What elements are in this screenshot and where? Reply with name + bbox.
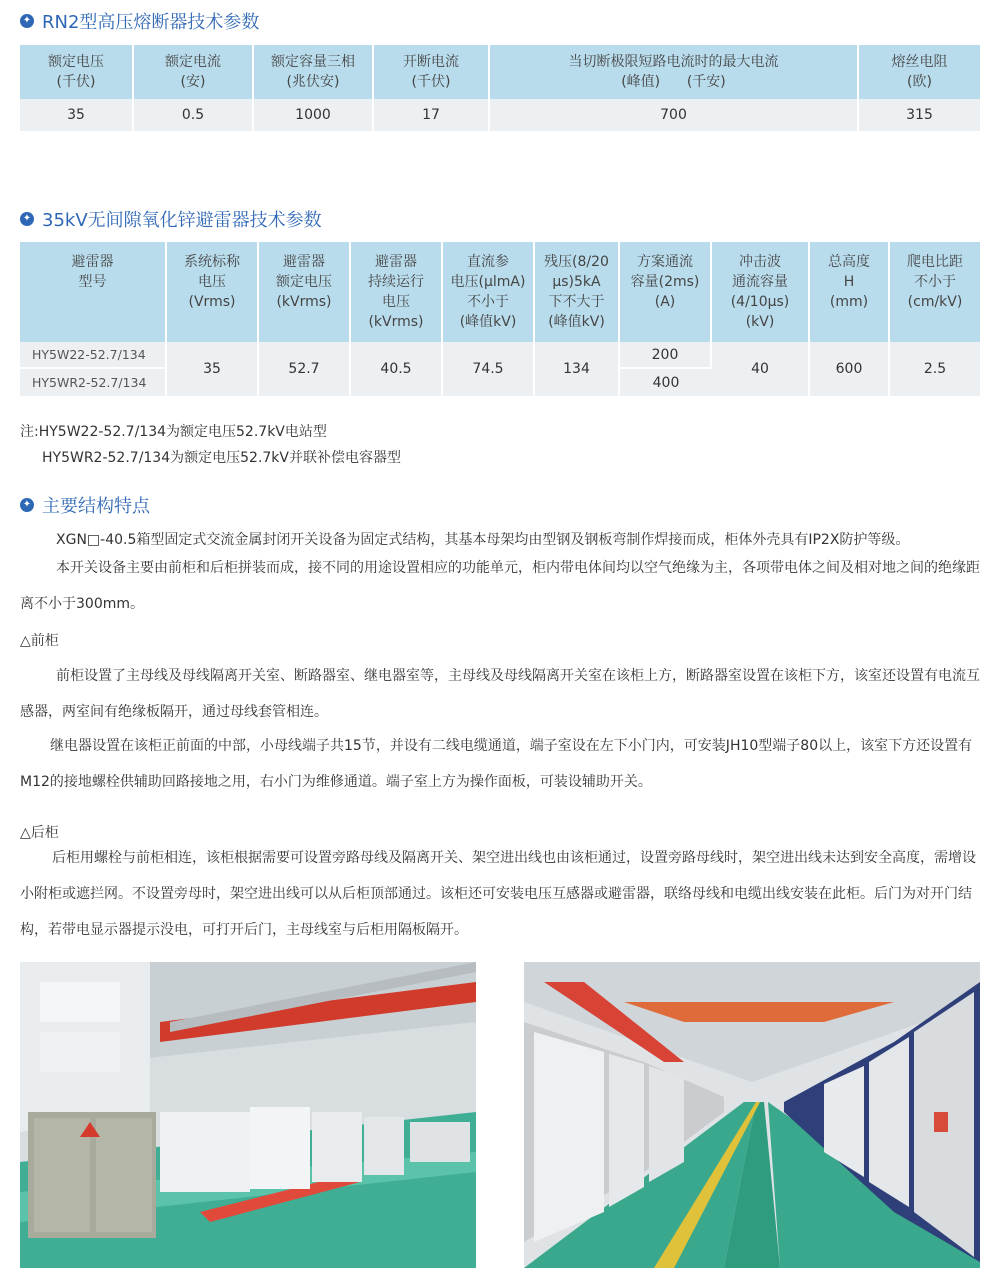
cell-dc-reference: 74.5 [443, 342, 535, 396]
header-fuse-resistance: 熔丝电阻 (欧) [859, 45, 980, 99]
header-rated-voltage: 额定电压 (千伏) [20, 45, 134, 99]
front-cabinet-paragraph-1: 前柜设置了主母线及母线隔离开关室、断路器室、继电器室等，主母线及母线隔离开关室在该柜上方，断路器室设置在该柜下方，该室还设置有电流互感器，两室间有绝缘板隔开，通过母线套管相连。 [20, 668, 980, 720]
note-line-1: 注:HY5W22-52.7/134为额定电压52.7kV电站型 [20, 424, 327, 440]
header-system-voltage: 系统标称 电压 (Vrms) [167, 242, 259, 342]
section3-title: 主要结构特点 [42, 496, 150, 517]
star-badge-icon: ✦ [20, 212, 34, 226]
star-badge-icon: ✦ [20, 498, 34, 512]
cell-creepage: 2.5 [890, 342, 980, 396]
structure-paragraph-1: XGN□-40.5箱型固定式交流金属封闭开关设备为固定式结构，其基本母架均由型钢及钢板弯制作焊接而成，柜体外壳具有IP2X防护等级。 [56, 532, 910, 548]
front-cabinet-paragraph-2: 继电器设置在该柜正前面的中部，小母线端子共15节，并设有二线电缆通道，端子室设在左下小门内，可安装JH10型端子80以上，该室下方还设置有M12的接地螺栓供辅助回路接地之用，右小门为维修通道。端子室上方为操作面板，可装设辅助开关。 [20, 738, 973, 790]
cell-rated-voltage: 52.7 [259, 342, 351, 396]
workshop-photo-left [20, 962, 476, 1268]
structure-paragraph-2: 本开关设备主要由前柜和后柜拼装而成，接不同的用途设置相应的功能单元，柜内带电体间均以空气绝缘为主，各项带电体之间及相对地之间的绝缘距离不小于300mm。 [20, 560, 980, 612]
table-header-row [20, 242, 980, 342]
cell-breaking-current: 17 [374, 99, 490, 131]
header-creepage: 爬电比距 不小于 (cm/kV) [890, 242, 980, 342]
cell-impulse: 40 [712, 342, 810, 396]
cell-model-2: HY5WR2-52.7/134 [20, 369, 167, 396]
header-rated-voltage: 避雷器 额定电压 (kVrms) [259, 242, 351, 342]
section2-title: 35kV无间隙氧化锌避雷器技术参数 [42, 210, 322, 231]
switchgear-aisle-photo-right [524, 962, 980, 1268]
header-height: 总高度 H (mm) [810, 242, 890, 342]
rear-cabinet-paragraph: 后柜用螺栓与前柜相连，该柜根据需要可设置旁路母线及隔离开关、架空进出线也由该柜通过，设置旁路母线时，架空进出线未达到安全高度，需增设小附柜或遮拦网。不设置旁母时，架空进出线可以从后柜顶部通过。该柜还可安装电压互感器或避雷器，联络母线和电缆出线安装在此柜。后门为对开门结构，若带电显示器提示没电，可打开后门，主母线室与后柜用隔板隔开。 [20, 850, 976, 938]
cell-square-wave-2: 400 [620, 369, 712, 396]
cell-system-voltage: 35 [167, 342, 259, 396]
cell-model-1: HY5W22-52.7/134 [20, 342, 167, 369]
rear-cabinet-label: △后柜 [20, 825, 59, 841]
header-impulse: 冲击波 通流容量 (4/10μs) (kV) [712, 242, 810, 342]
cell-height: 600 [810, 342, 890, 396]
section3-heading [20, 492, 150, 518]
cell-rated-capacity: 1000 [254, 99, 374, 131]
header-dc-reference: 直流参 电压(μlmA) 不小于 (峰值kV) [443, 242, 535, 342]
cell-fuse-resistance: 315 [859, 99, 980, 131]
header-continuous-voltage: 避雷器 持续运行 电压 (kVrms) [351, 242, 443, 342]
section1-heading [20, 8, 259, 34]
table-row [20, 99, 980, 131]
front-cabinet-label: △前柜 [20, 633, 59, 649]
section2-heading [20, 206, 322, 232]
note-line-2: HY5WR2-52.7/134为额定电压52.7kV并联补偿电容器型 [42, 450, 401, 466]
cell-residual-voltage: 134 [535, 342, 620, 396]
cell-continuous-voltage: 40.5 [351, 342, 443, 396]
section1-title: RN2型高压熔断器技术参数 [42, 12, 260, 33]
arrester-spec-table [20, 242, 980, 396]
cell-square-wave-1: 200 [620, 342, 712, 369]
header-residual-voltage: 残压(8/20 μs)5kA 下不大于 (峰值kV) [535, 242, 620, 342]
fuse-spec-table [20, 45, 980, 131]
cell-max-current: 700 [490, 99, 859, 131]
header-rated-capacity: 额定容量三相 (兆伏安) [254, 45, 374, 99]
header-max-current: 当切断极限短路电流时的最大电流 (峰值) (千安) [490, 45, 859, 99]
cell-rated-current: 0.5 [134, 99, 254, 131]
table-row [20, 342, 980, 369]
star-badge-icon: ✦ [20, 14, 34, 28]
header-model: 避雷器 型号 [20, 242, 167, 342]
table-header-row [20, 45, 980, 99]
header-square-wave: 方案通流 容量(2ms) (A) [620, 242, 712, 342]
header-breaking-current: 开断电流 (千伏) [374, 45, 490, 99]
header-rated-current: 额定电流 (安) [134, 45, 254, 99]
cell-rated-voltage: 35 [20, 99, 134, 131]
